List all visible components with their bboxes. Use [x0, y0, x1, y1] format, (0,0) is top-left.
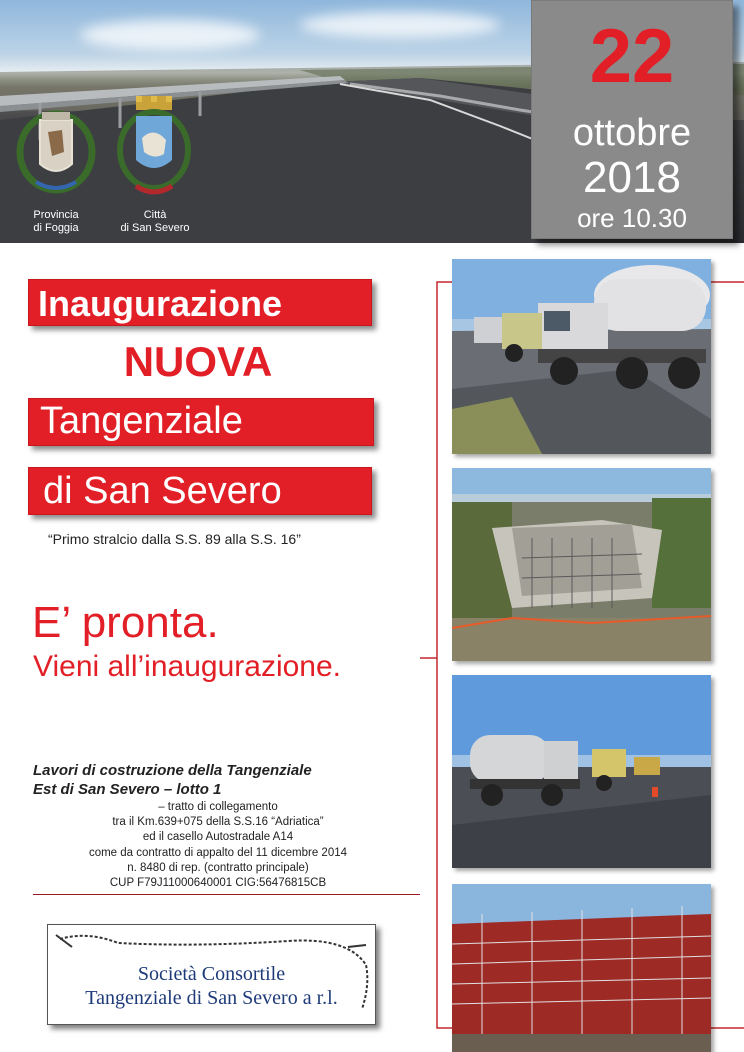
- title-tangenziale: Tangenziale: [40, 400, 243, 442]
- photo-roadway-trucks: [452, 675, 711, 868]
- subtitle: “Primo stralcio dalla S.S. 89 alla S.S. 16”: [48, 531, 301, 547]
- date-year: 2018: [583, 153, 681, 202]
- works-title-line1: Lavori di costruzione della Tangenziale: [33, 762, 312, 779]
- date-month: ottobre: [572, 112, 692, 154]
- works-line: CUP F79J11000640001 CIG:56476815CB: [109, 877, 327, 889]
- works-title-line2: Est di San Severo – lotto 1: [33, 781, 222, 798]
- works-line: – tratto di collegamento: [158, 801, 278, 813]
- date-day: 22: [589, 14, 675, 99]
- citta-label-line2: di San Severo: [120, 222, 190, 234]
- headline-pronta: E’ pronta.: [32, 598, 219, 647]
- title-inaugurazione: Inaugurazione: [38, 283, 283, 324]
- works-line: tra il Km.639+075 della S.S.16 “Adriatica”: [112, 816, 324, 828]
- photo-formwork-structure: [452, 884, 711, 1052]
- date-time: ore 10.30: [577, 203, 687, 233]
- citta-label-line1: Città: [143, 209, 167, 221]
- title-san-severo: di San Severo: [43, 470, 282, 512]
- subline-vieni: Vieni all’inaugurazione.: [33, 650, 341, 683]
- photo-tanker-trucks: [452, 259, 711, 454]
- provincia-label-line2: di Foggia: [33, 222, 79, 234]
- works-line: come da contratto di appalto del 11 dicembre 2014: [88, 847, 348, 859]
- logo-line2: Tangenziale di San Severo a r.l.: [85, 987, 338, 1009]
- works-line: n. 8480 di rep. (contratto principale): [127, 862, 309, 874]
- works-line: ed il casello Autostradale A14: [142, 831, 294, 843]
- photo-bridge-construction: [452, 468, 711, 661]
- provincia-label-line1: Provincia: [33, 209, 79, 221]
- logo-line1: Società Consortile: [137, 963, 286, 985]
- title-nuova: NUOVA: [123, 338, 273, 385]
